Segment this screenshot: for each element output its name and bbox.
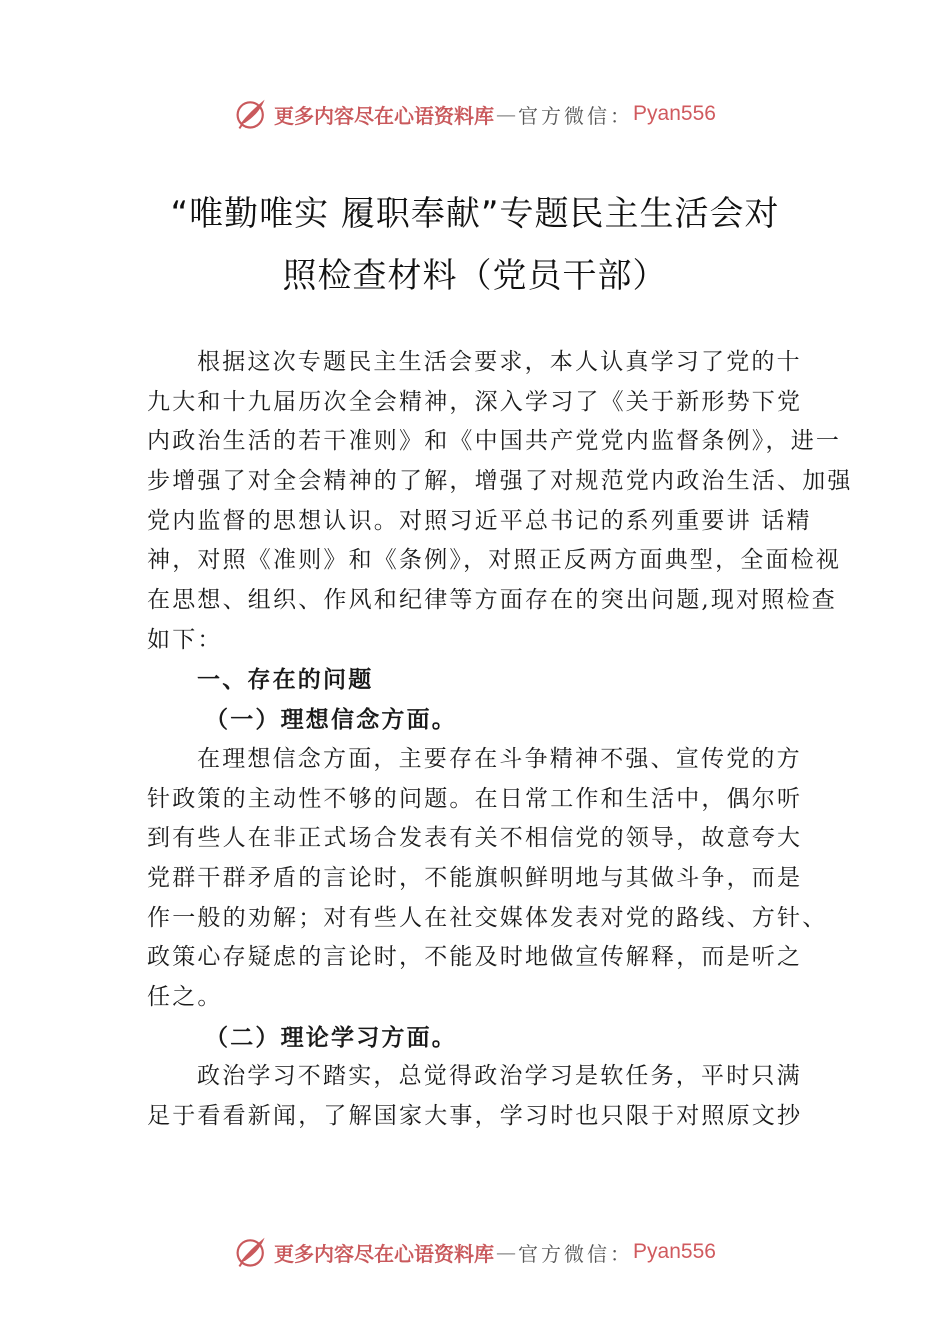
body-line: 政策心存疑虑的言论时，不能及时地做宣传解释，而是听之 <box>147 944 803 971</box>
header-watermark <box>0 92 950 136</box>
body-line: 作一般的劝解；对有些人在社交媒体发表对党的路线、方针、 <box>147 904 828 931</box>
watermark-separator: — <box>496 1240 517 1264</box>
body-line: 九大和十九届历次全会精神，深入学习了《关于新形势下党 <box>147 388 803 415</box>
section-heading: 一、存在的问题 <box>197 666 374 693</box>
subsection-heading: （二）理论学习方面。 <box>205 1023 457 1051</box>
body-line: 在理想信念方面，主要存在斗争精神不强、宣传党的方 <box>197 745 802 772</box>
footer-watermark <box>0 1230 950 1274</box>
watermark-wechat-id: Pyan556 <box>633 1240 716 1263</box>
body-line: 针政策的主动性不够的问题。在日常工作和生活中，偶尔听 <box>147 785 803 812</box>
body-line: 步增强了对全会精神的了解，增强了对规范党内政治生活、加强 <box>147 468 853 495</box>
body-line: 到有些人在非正式场合发表有关不相信党的领导，故意夸大 <box>147 825 803 852</box>
watermark-brand: 更多内容尽在心语资料库 <box>274 1241 495 1266</box>
subsection-heading: （一）理想信念方面。 <box>205 706 457 734</box>
watermark-wechat-label: 官方微信： <box>518 103 634 128</box>
body-line: 内政治生活的若干准则》和《中国共产党党内监督条例》，进一 <box>147 428 842 455</box>
body-line: 任之。 <box>147 984 223 1010</box>
body-line: 神，对照《准则》和《条例》，对照正反两方面典型，全面检视 <box>147 547 842 574</box>
watermark-brand: 更多内容尽在心语资料库 <box>274 103 495 128</box>
document-title-line-1: “唯勤唯实 履职奉献”专题民主生活会对 <box>170 194 780 234</box>
watermark-wechat-id: Pyan556 <box>633 102 716 125</box>
body-line: 政治学习不踏实，总觉得政治学习是软任务，平时只满 <box>197 1063 802 1090</box>
document-title-line-2: 照检查材料（党员干部） <box>282 256 668 296</box>
body-line: 足于看看新闻，了解国家大事，学习时也只限于对照原文抄 <box>147 1103 803 1130</box>
watermark-separator: — <box>496 102 517 126</box>
body-line: 根据这次专题民主生活会要求，本人认真学习了党的十 <box>197 349 802 375</box>
quill-pen-logo-icon <box>234 96 270 132</box>
body-line: 党内监督的思想认识。对照习近平总书记的系列重要讲 话精 <box>147 507 812 534</box>
document-body <box>147 343 853 1137</box>
body-line: 在思想、组织、作风和纪律等方面存在的突出问题,现对照检查 <box>147 587 837 614</box>
watermark-wechat-label: 官方微信： <box>518 1241 634 1266</box>
body-line: 如下： <box>147 626 223 653</box>
quill-pen-logo-icon <box>234 1234 270 1270</box>
body-line: 党群干群矛盾的言论时，不能旗帜鲜明地与其做斗争，而是 <box>147 864 803 891</box>
